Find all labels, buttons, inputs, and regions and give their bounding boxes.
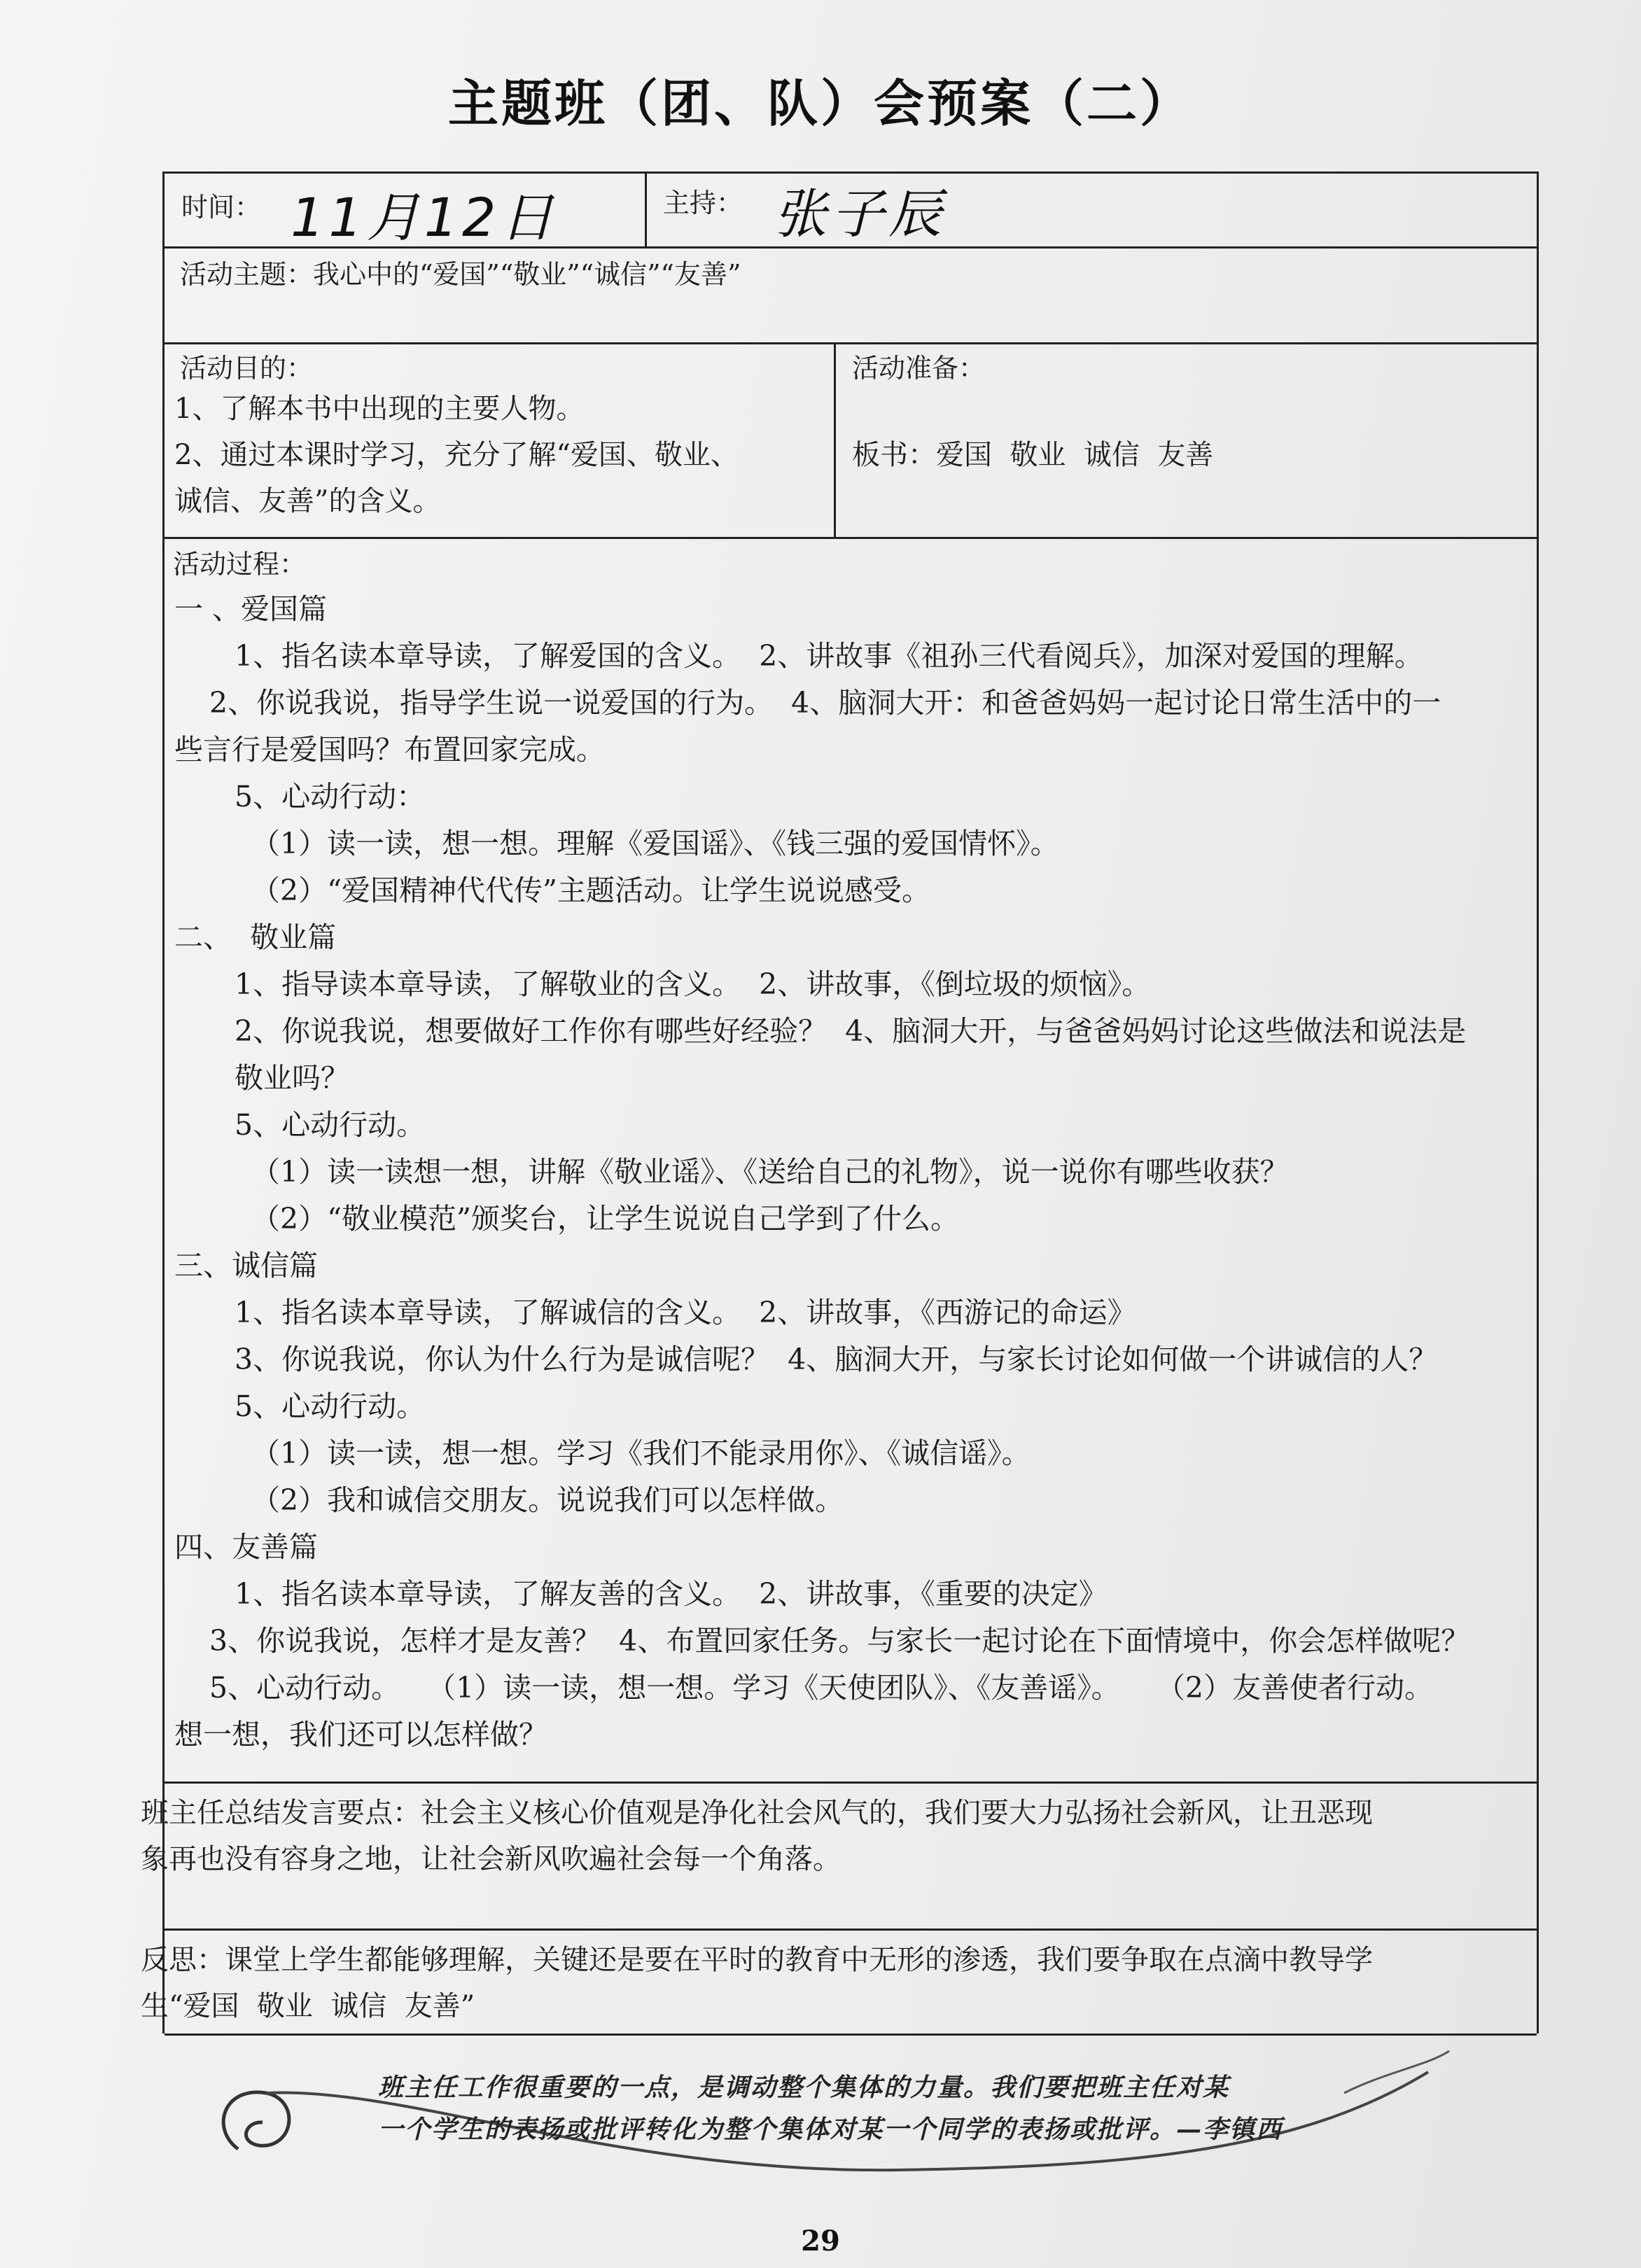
host-signature: 张子辰 [774, 183, 946, 245]
process-line: （2）“爱国精神代代传”主题活动。让学生说说感受。 [251, 874, 931, 907]
table-border-reflection [165, 1928, 1537, 1931]
process-line: 1、指导读本章导读，了解敬业的含义。 2、讲故事，《倒垃圾的烦恼》。 [235, 967, 1151, 1001]
process-line: 四、友善篇 [174, 1530, 318, 1564]
summary-line-1: 班主任总结发言要点：社会主义核心价值观是净化社会风气的，我们要大力弘扬社会新风，让丑恶现 [141, 1797, 1373, 1829]
footer-quote-line: 一个学生的表扬或批评转化为整个集体对某一个同学的表扬或批评。—李镇西 [378, 2115, 1283, 2144]
process-line: （2）“敬业模范”颁奖台，让学生说说自己学到了什么。 [251, 1202, 960, 1236]
table-border-goals [165, 342, 1537, 344]
process-line: 5、心动行动。 [235, 1108, 426, 1142]
process-line: （1）读一读想一想，讲解《敬业谣》、《送给自己的礼物》，说一说你有哪些收获？ [251, 1155, 1289, 1189]
process-line: 5、心动行动。 （1）读一读，想一想。学习《天使团队》、《友善谣》。 （2）友善使者行动。 [209, 1671, 1433, 1704]
process-line: 1、指名读本章导读，了解诚信的含义。 2、讲故事，《西游记的命运》 [235, 1296, 1136, 1329]
reflection-line-1: 反思：课堂上学生都能够理解，关键还是要在平时的教育中无形的渗透，我们要争取在点滴中教导学 [141, 1944, 1373, 1976]
page-title: 主题班（团、队）会预案（二） [447, 74, 1193, 133]
process-line: 三、诚信篇 [174, 1249, 318, 1282]
process-line: 3、你说我说，你认为什么行为是诚信呢？ 4、脑洞大开，与家长讨论如何做一个讲诚信的人？ [235, 1343, 1438, 1376]
goals-line-2: 2、通过本课时学习，充分了解“爱国、敬业、 [174, 439, 739, 471]
goals-line-1: 1、了解本书中出现的主要人物。 [174, 393, 585, 425]
page-number: 29 [801, 2225, 840, 2258]
footer-quote [378, 2066, 1358, 2150]
process-line: 二、 敬业篇 [174, 920, 337, 954]
process-line: 5、心动行动。 [235, 1390, 426, 1423]
process-line: 1、指名读本章导读，了解爱国的含义。 2、讲故事《祖孙三代看阅兵》，加深对爱国的理解。 [235, 639, 1423, 673]
process-line: 些言行是爱国吗？布置回家完成。 [174, 733, 605, 766]
process-line: （1）读一读，想一想。学习《我们不能录用你》、《诚信谣》。 [251, 1436, 1031, 1470]
process-line: （2）我和诚信交朋友。说说我们可以怎样做。 [251, 1483, 844, 1517]
table-border-summary [165, 1782, 1537, 1784]
table-border-theme [165, 246, 1537, 248]
goals-label: 活动目的： [180, 353, 314, 384]
process-line: 3、你说我说，怎样才是友善？ 4、布置回家任务。与家长一起讨论在下面情境中，你会怎样做呢？ [209, 1624, 1470, 1658]
process-line: 一 、爱国篇 [174, 592, 328, 626]
process-line: 敬业吗？ [235, 1061, 349, 1095]
host-label: 主持： [663, 188, 743, 218]
process-line: （1）读一读，想一想。理解《爱国谣》、《钱三强的爱国情怀》。 [251, 827, 1059, 860]
theme-label: 活动主题： [180, 259, 314, 290]
process-line: 2、你说我说，指导学生说一说爱国的行为。 4、脑洞大开：和爸爸妈妈一起讨论日常生活中的一 [209, 686, 1441, 720]
time-label: 时间： [181, 192, 262, 223]
table-border-process [165, 537, 1537, 539]
theme-value: 我心中的“爱国”“敬业”“诚信”“友善” [313, 259, 741, 290]
process-label: 活动过程： [173, 549, 307, 580]
process-line: 1、指名读本章导读，了解友善的含义。 2、讲故事，《重要的决定》 [235, 1577, 1108, 1611]
prep-label: 活动准备： [852, 353, 986, 384]
reflection-line-2: 生“爱国 敬业 诚信 友善” [141, 1990, 475, 2022]
goals-line-3: 诚信、友善”的含义。 [174, 485, 441, 517]
time-value: 11月12日 [291, 186, 558, 248]
summary-line-2: 象再也没有容身之地，让社会新风吹遍社会每一个角落。 [141, 1843, 841, 1875]
footer-quote-line: 班主任工作很重要的一点，是调动整个集体的力量。我们要把班主任对某 [378, 2073, 1230, 2102]
table-border-bottom [165, 2033, 1537, 2036]
process-line: 5、心动行动： [235, 780, 426, 813]
goals-divider [834, 342, 836, 537]
process-line: 2、你说我说，想要做好工作你有哪些好经验？ 4、脑洞大开，与爸爸妈妈讨论这些做法和说法是 [235, 1014, 1467, 1048]
prep-value: 板书：爱国 敬业 诚信 友善 [852, 439, 1214, 471]
process-body [174, 586, 1525, 1758]
lesson-plan-form [141, 172, 1539, 2033]
process-line: 想一想，我们还可以怎样做？ [174, 1718, 547, 1751]
header-divider [645, 172, 647, 246]
